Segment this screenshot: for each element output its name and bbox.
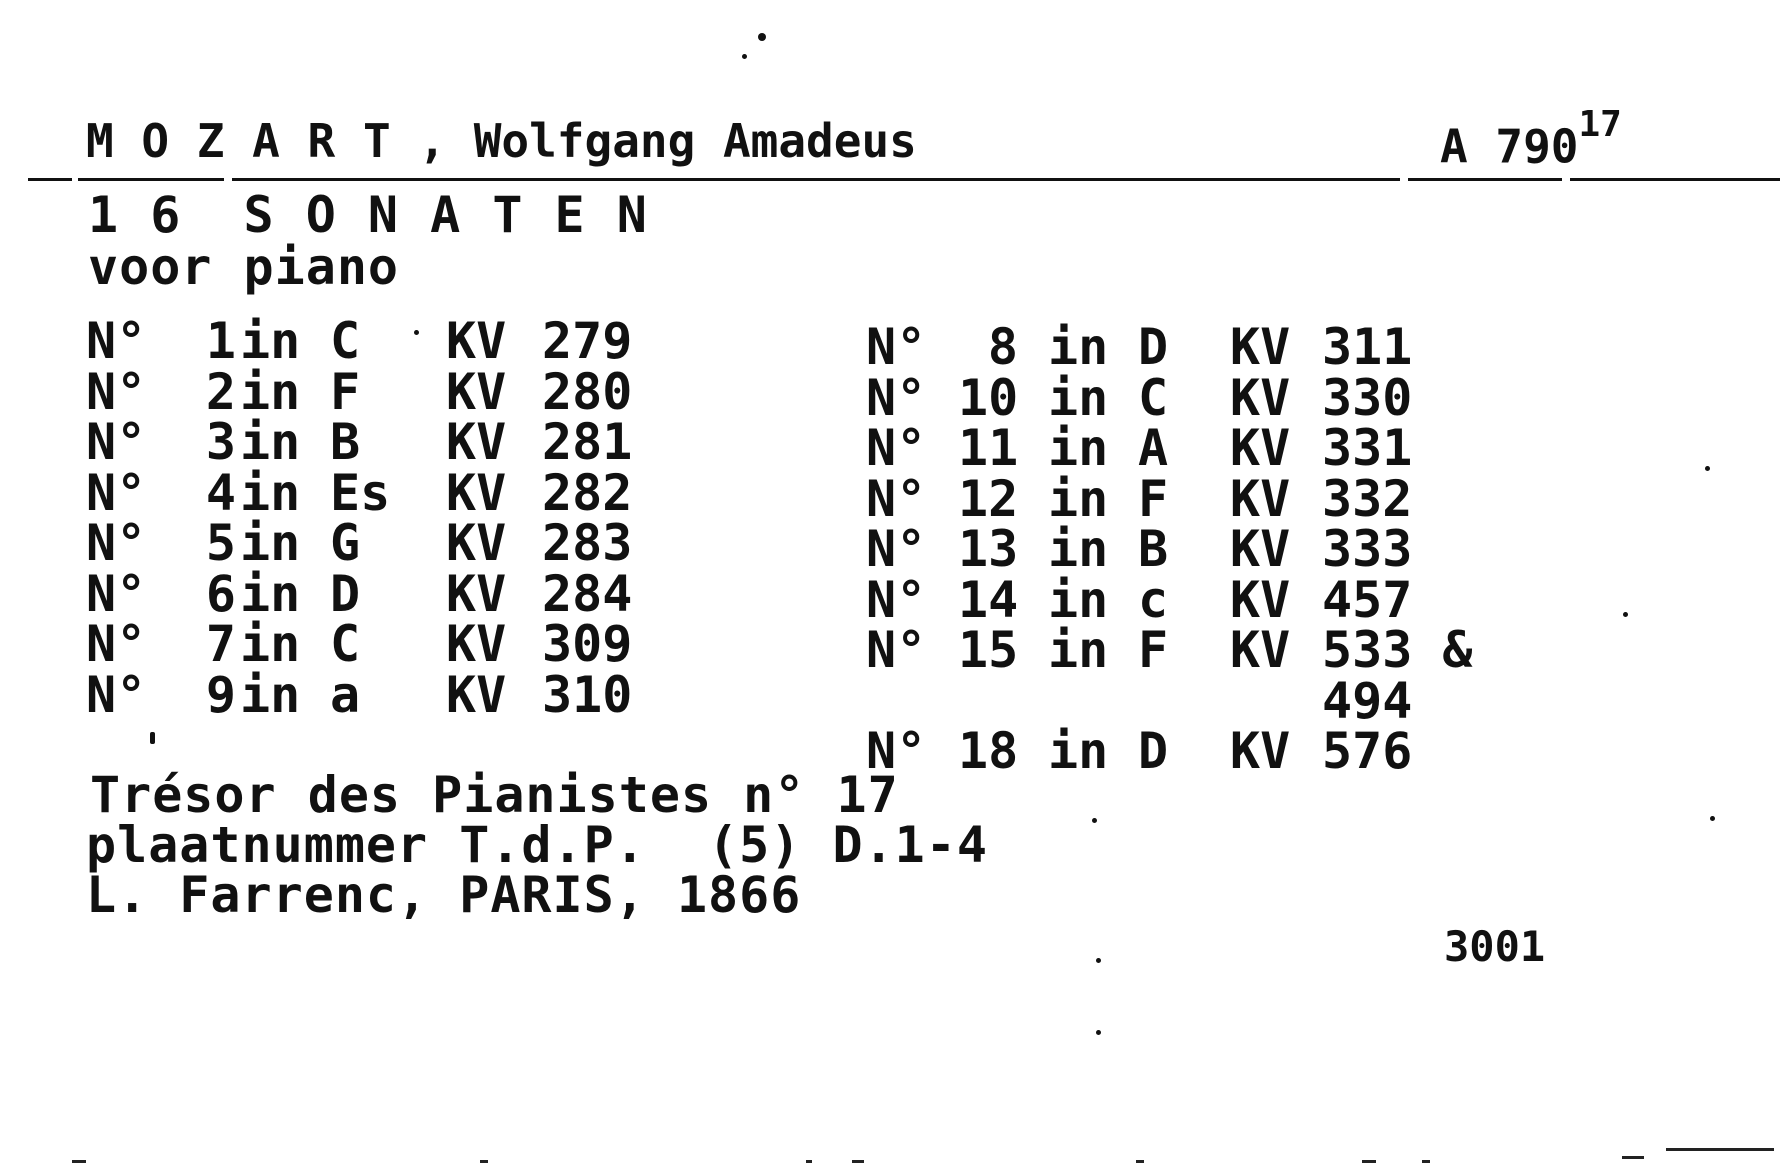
header-rule [28,178,1780,181]
sonata-kv: KV [1230,419,1291,477]
sonata-kv: KV [446,413,507,471]
sonata-in: in [1048,621,1109,679]
rule-gap [72,176,78,183]
sonata-kvnum: 309 [542,615,633,673]
sonata-kvnum: 333 [1322,520,1413,578]
sonata-kv: KV [1230,368,1291,427]
sonata-no: N° [86,514,147,572]
sonata-key: C [330,312,361,370]
sonata-no: N° [866,722,927,780]
sonata-key: D [1138,722,1169,780]
sonata-no: N° [86,564,147,623]
sonata-kv: KV [446,564,507,623]
rule-gap [224,176,232,183]
sonata-key: Es [330,463,391,522]
author-heading: M O Z A R T , Wolfgang Amadeus [86,114,917,168]
sonata-no: N° [86,413,147,471]
sonata-no: N° [866,318,927,376]
sonata-no: N° [866,419,927,477]
sonata-in: in [240,463,301,522]
sonata-num: 11 [958,419,1019,477]
sonata-in: in [1048,722,1109,780]
sonata-no: N° [866,570,927,629]
sonata-key: A [1138,419,1169,477]
sonata-key: B [330,413,361,471]
speck [1705,466,1710,471]
sonata-in: in [1048,318,1109,376]
sonata-kvnum: 576 [1322,722,1413,780]
sonata-num: 15 [958,621,1019,679]
sonata-no: N° [86,362,147,421]
sonata-kvnum: 283 [542,514,633,572]
sonata-no: N° [866,469,927,528]
sonata-key: D [1138,318,1169,376]
sonata-in: in [240,362,301,421]
sonata-kvnum: 280 [542,362,633,421]
sonata-kv: KV [1230,570,1291,629]
sonata-in: in [240,615,301,673]
speck [1096,958,1101,963]
sonata-kv: KV [446,463,507,522]
sonata-kvnum: 279 [542,312,633,370]
sonata-in: in [240,564,301,623]
sonata-kvnum: 494 [1322,671,1413,730]
sonata-no: N° [86,615,147,673]
sonata-kvnum: 457 [1322,570,1413,629]
sonata-num: 2 [205,362,236,421]
sonata-no: N° [866,520,927,578]
rule-gap [1400,176,1408,183]
edge-mark [480,1160,488,1163]
sonata-num: 7 [205,615,236,673]
call-number [1440,104,1622,174]
sonata-kv: KV [446,362,507,421]
sonata-kv: KV [446,514,507,572]
sonata-kv: KV [1230,469,1291,528]
sonata-in: in [1048,570,1109,629]
speck [758,33,766,41]
edge-mark [72,1160,86,1163]
sonata-no: N° [86,312,147,370]
sonata-kvnum: 282 [542,463,633,522]
sonata-key: F [1138,469,1169,528]
sonata-kvnum: 281 [542,413,633,471]
publisher-line: L. Farrenc, PARIS, 1866 [86,866,802,924]
speck [1092,818,1097,823]
sonata-num: 4 [205,463,236,522]
edge-mark [1666,1148,1774,1151]
speck [1623,612,1628,617]
edge-mark [1362,1160,1376,1163]
sonata-num: 14 [958,570,1019,629]
sonata-in: in [240,413,301,471]
sonata-num: 13 [958,520,1019,578]
speck [414,330,419,335]
sonata-num: 9 [205,665,236,724]
sonata-num: 6 [205,564,236,623]
sonata-kv: KV [1230,621,1291,679]
sonata-in: in [1048,368,1109,427]
sonata-num: 8 [987,318,1018,376]
sonata-key: B [1138,520,1169,578]
sonata-key: a [330,665,361,724]
call-number-main: A 790 [1440,119,1579,174]
edge-mark [806,1160,812,1163]
sonata-kv: KV [446,665,507,724]
sonata-kv: KV [1230,722,1291,780]
sonata-no: N° [86,665,147,724]
sonata-key: D [330,564,361,623]
sonata-no: N° [86,463,147,522]
sonata-kvnum: 332 [1322,469,1413,528]
sonata-kv: KV [1230,520,1291,578]
speck [150,732,155,744]
sonata-no: N° [866,368,927,427]
sonata-key: C [330,615,361,673]
edge-mark [852,1160,864,1163]
sonata-kv: KV [446,615,507,673]
sonata-kv: KV [1230,318,1291,376]
edge-mark [1622,1156,1644,1159]
sonata-in: in [240,665,301,724]
sonata-kvnum: 311 [1322,318,1413,376]
sonata-in: in [1048,469,1109,528]
series-line: Trésor des Pianistes n° 17 [90,766,899,824]
sonata-num: 18 [958,722,1019,780]
sonata-key: F [1138,621,1169,679]
sonata-num: 10 [958,368,1019,427]
sonata-num: 1 [205,312,236,370]
edge-mark [1136,1160,1144,1163]
sonata-kvnum: 284 [542,564,633,623]
sonata-in: in [240,514,301,572]
call-number-superscript: 17 [1578,104,1622,145]
sonata-kv: KV [446,312,507,370]
sonata-key: F [330,362,361,421]
sonata-in: in [1048,520,1109,578]
speck [1096,1030,1101,1035]
sonata-key: G [330,514,361,572]
plate-number-line: plaatnummer T.d.P. (5) D.1-4 [86,816,988,874]
rule-gap [1562,176,1570,183]
sonata-no: N° [866,621,927,679]
sonata-num: 3 [205,413,236,471]
speck [1710,816,1715,821]
sonata-in: in [1048,419,1109,477]
speck [742,54,747,59]
sonata-key: C [1138,368,1169,427]
sonata-in: in [240,312,301,370]
sonata-num: 5 [205,514,236,572]
sonata-kvnum: 310 [542,665,633,724]
sonata-kvnum: 331 [1322,419,1413,477]
sonata-key: c [1138,570,1169,629]
edge-mark [1422,1160,1430,1163]
sonata-num: 12 [958,469,1019,528]
sonata-kvnum: 533 & [1322,621,1473,679]
subtitle: voor piano [88,238,400,296]
title: 1 6 S O N A T E N [88,186,648,244]
card-number: 3001 [1444,922,1546,971]
sonata-kvnum: 330 [1322,368,1413,427]
